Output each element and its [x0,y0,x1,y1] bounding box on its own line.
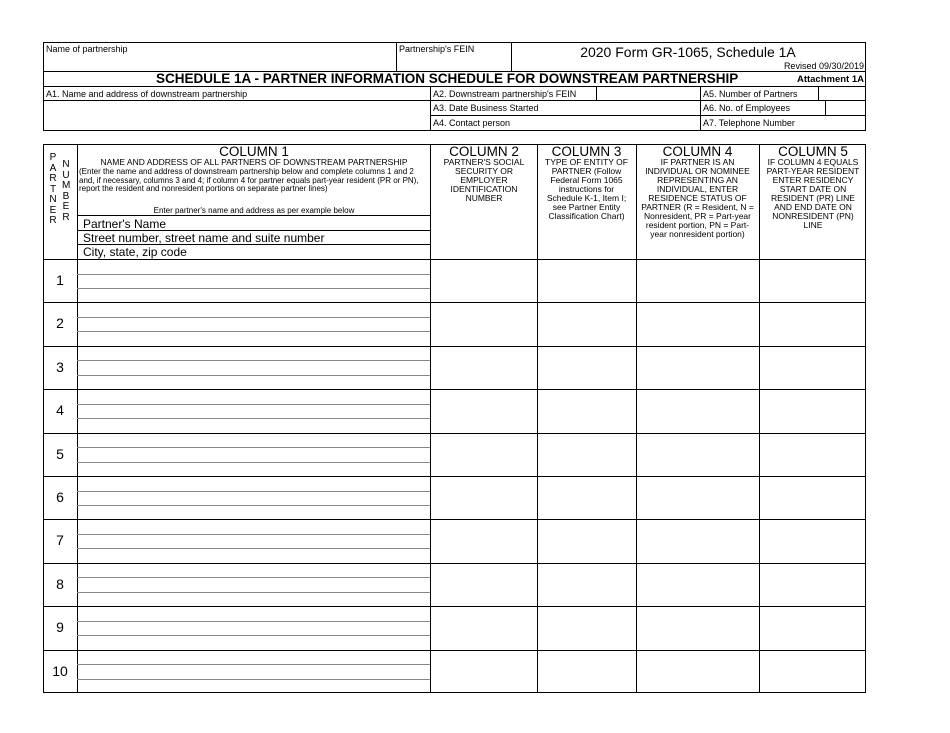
row-number: 5 [56,445,64,462]
ssn-ein-input[interactable] [431,303,537,344]
column-1-heading: NAME AND ADDRESS OF ALL PARTNERS OF DOWNSTREAM PARTNERSHIP [100,157,408,167]
field-a6-label: A6. No. of Employees [703,103,791,113]
row-number: 6 [56,489,64,505]
residency-dates-input[interactable] [760,434,865,475]
column-3-title: COLUMN 3 [551,144,622,159]
entity-type-input[interactable] [538,347,636,388]
column-2-text: PARTNER'S SOCIAL SECURITY OR EMPLOYER IDENTIFICATION NUMBER [443,157,525,203]
ssn-ein-input[interactable] [431,434,537,475]
column-1-example-note: Enter partner's name and address as per example below [153,206,355,215]
partner-name-address-input[interactable] [78,477,430,518]
field-a3-input[interactable] [560,101,699,114]
entity-type-input[interactable] [538,477,636,518]
ssn-ein-input[interactable] [431,651,537,692]
entity-type-input[interactable] [538,260,636,301]
field-a2-input[interactable] [597,87,699,99]
divider [430,86,431,131]
residency-dates-input[interactable] [760,260,865,301]
partnership-fein-label: Partnership's FEIN [399,44,475,54]
partnership-fein-input[interactable] [399,54,507,70]
column-3-text: TYPE OF ENTITY OF PARTNER (Follow Federal Form 1065 instructions for Schedule K-1, Item I; see Partner Entity Classification Chart) [545,157,628,221]
partner-name-address-input[interactable] [78,390,430,431]
number-vertical-label [60,160,72,223]
residency-dates-input[interactable] [760,564,865,605]
partnership-name-input[interactable] [46,54,392,70]
partner-name-address-input[interactable] [78,260,430,301]
field-a7-input[interactable] [805,116,865,130]
number-letters: NUMBER [62,159,71,223]
residency-dates-input[interactable] [760,347,865,388]
column-4-text: IF PARTNER IS AN INDIVIDUAL OR NOMINEE REPRESENTING AN INDIVIDUAL, ENTER RESIDENCE STATUS OF PARTNER (R = Resident, N = Nonresident, PR = Part-year resident portion, PN = Part-year nonresident portion) [641,157,754,239]
form-title: 2020 Form GR-1065, Schedule 1A [580,44,796,60]
column-5-header [763,145,863,230]
column-1-header [78,145,430,167]
partner-name-address-input[interactable] [78,651,430,692]
row-number: 2 [56,315,64,332]
residence-status-input[interactable] [637,347,759,388]
residence-status-input[interactable] [637,651,759,692]
field-a1-label: A1. Name and address of downstream partnership [46,89,248,99]
residency-dates-input[interactable] [760,303,865,344]
revised-date: Revised 09/30/2019 [783,61,864,71]
field-a7-label: A7. Telephone Number [703,118,795,128]
residency-dates-input[interactable] [760,477,865,518]
residence-status-input[interactable] [637,260,759,301]
residence-status-input[interactable] [637,607,759,648]
residency-dates-input[interactable] [760,607,865,648]
divider [700,86,701,131]
entity-type-input[interactable] [538,390,636,431]
ssn-ein-input[interactable] [431,607,537,648]
entity-type-input[interactable] [538,564,636,605]
ssn-ein-input[interactable] [431,564,537,605]
partner-name-address-input[interactable] [78,564,430,605]
partner-name-address-input[interactable] [78,303,430,344]
column-1-instructions: (Enter the name and address of downstream partnership below and complete columns 1 and 2 and, if necessary, columns 3 and 4; if column 4 for partner equals part-year resident (PR or PN), report the resident and nonresident portions on separate partner lines) [79,167,419,194]
row-number: 3 [56,358,64,375]
field-a5-input[interactable] [819,87,865,99]
column-1-title: COLUMN 1 [219,144,289,159]
row-number: 1 [56,272,64,288]
residency-dates-input[interactable] [760,390,865,431]
attachment-label: Attachment 1A [796,74,864,85]
residency-dates-input[interactable] [760,520,865,561]
residence-status-input[interactable] [637,477,759,518]
residence-status-input[interactable] [637,520,759,561]
schedule-title: SCHEDULE 1A - PARTNER INFORMATION SCHEDULE FOR DOWNSTREAM PARTNERSHIP [156,71,739,86]
entity-type-input[interactable] [538,607,636,648]
example-partner-name: Partner's Name [83,217,166,231]
residence-status-input[interactable] [637,303,759,344]
residency-dates-input[interactable] [760,651,865,692]
example-street: Street number, street name and suite number [83,231,325,245]
field-a1-input[interactable] [44,101,429,130]
column-4-header [638,145,757,239]
divider [78,215,430,216]
partner-name-address-input[interactable] [78,434,430,475]
row-number: 7 [56,532,64,549]
column-5-text: IF COLUMN 4 EQUALS PART-YEAR RESIDENT ENTER RESIDENCY START DATE ON RESIDENT (PR) LINE AND END DATE ON NONRESIDENT (PN) LINE [766,157,860,230]
divider [396,42,397,72]
row-number: 10 [52,662,68,679]
residence-status-input[interactable] [637,390,759,431]
entity-type-input[interactable] [538,651,636,692]
column-2-header [440,145,528,203]
divider [865,72,866,86]
field-a4-label: A4. Contact person [433,118,511,128]
field-a2-label: A2. Downstream partnership's FEIN [433,89,577,99]
column-3-header [540,145,633,221]
column-4-title: COLUMN 4 [662,144,733,159]
field-a6-input[interactable] [826,101,865,114]
entity-type-input[interactable] [538,303,636,344]
ssn-ein-input[interactable] [431,520,537,561]
field-a4-input[interactable] [520,116,699,130]
partner-vertical-label [47,153,59,227]
entity-type-input[interactable] [538,520,636,561]
entity-type-input[interactable] [538,434,636,475]
residence-status-input[interactable] [637,564,759,605]
field-a3-label: A3. Date Business Started [433,103,539,113]
field-a5-label: A5. Number of Partners [703,89,798,99]
ssn-ein-input[interactable] [431,390,537,431]
residence-status-input[interactable] [637,434,759,475]
row-number: 8 [56,575,64,592]
partnership-name-label: Name of partnership [46,44,128,54]
ssn-ein-input[interactable] [431,260,537,301]
divider [43,72,44,86]
ssn-ein-input[interactable] [431,347,537,388]
partner-name-address-input[interactable] [78,347,430,388]
ssn-ein-input[interactable] [431,477,537,518]
row-number: 9 [56,619,64,636]
column-2-title: COLUMN 2 [449,144,519,159]
partner-name-address-input[interactable] [78,520,430,561]
row-number: 4 [56,402,64,419]
partner-letters: PARTNER [49,152,57,226]
partner-name-address-input[interactable] [78,607,430,648]
column-5-title: COLUMN 5 [778,144,848,159]
example-city: City, state, zip code [83,245,187,259]
